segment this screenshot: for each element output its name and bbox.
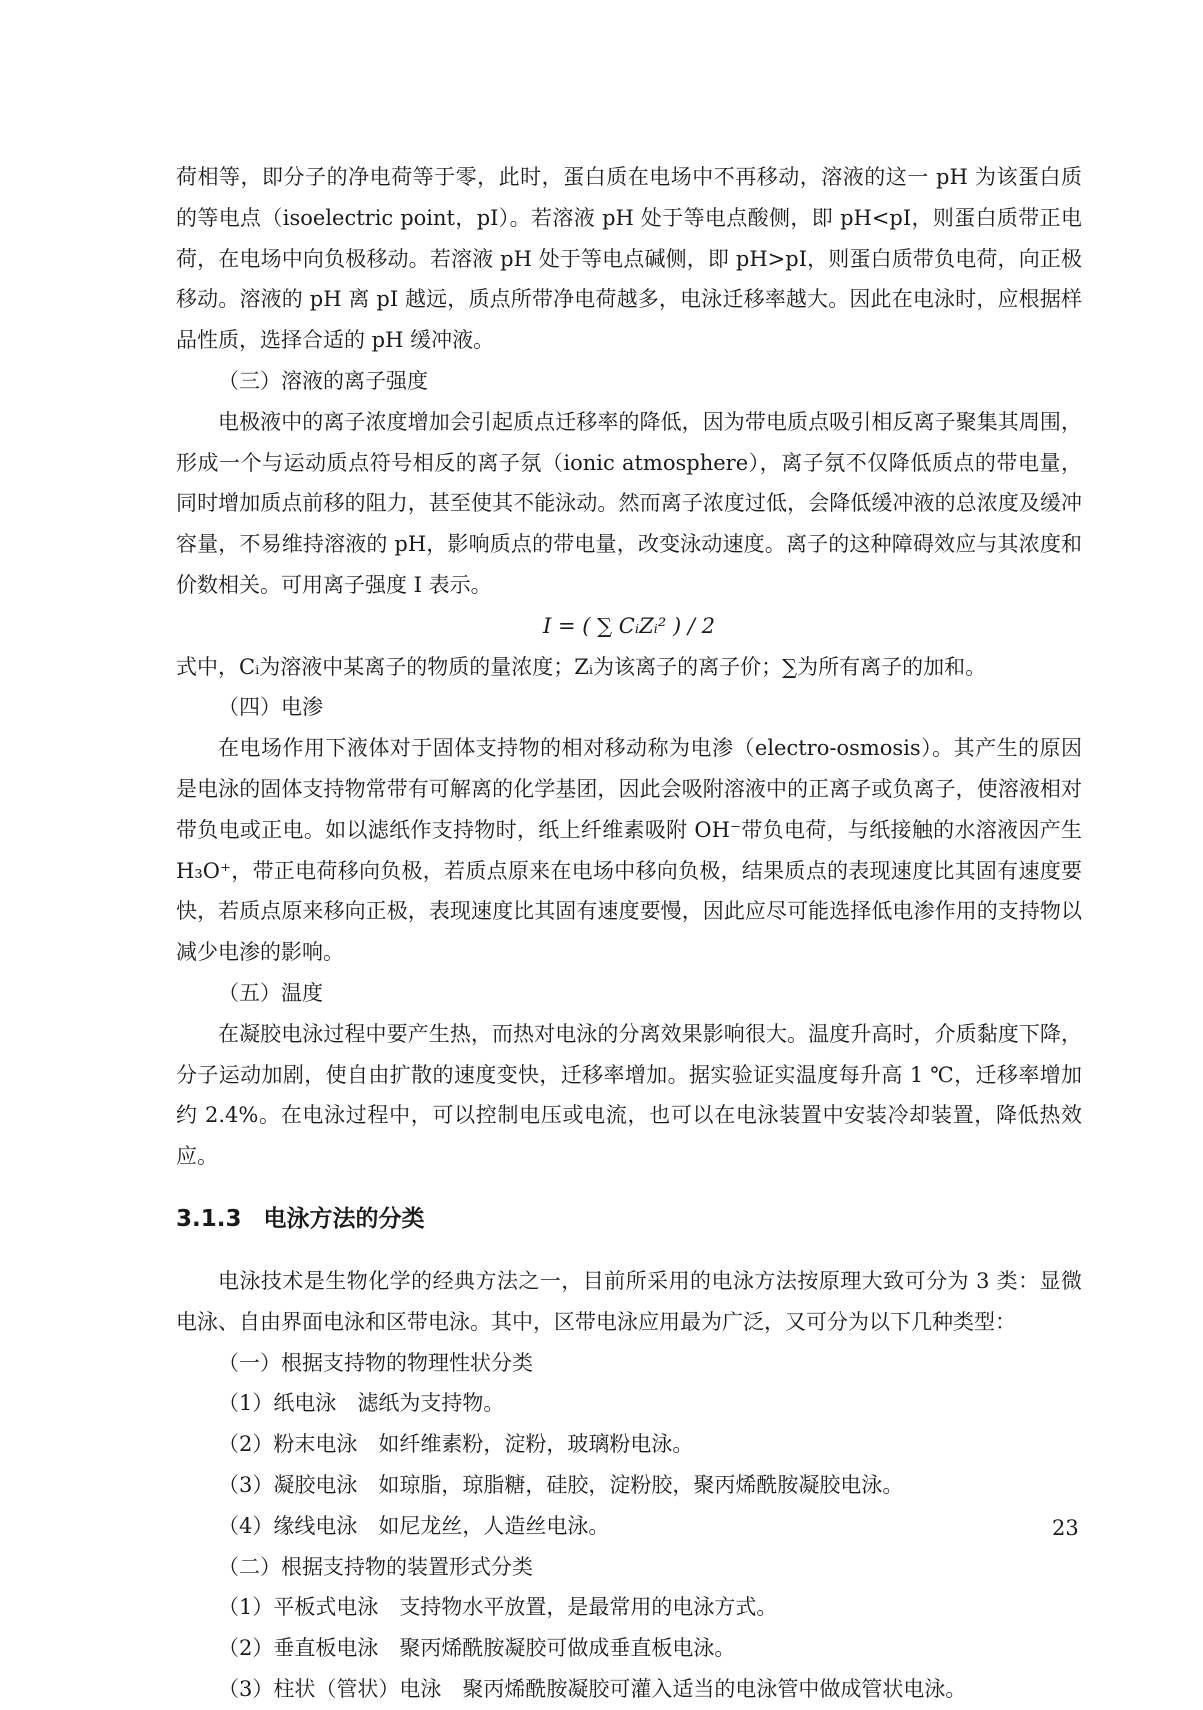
subheading-electroosmosis: （四）电渗 — [218, 695, 323, 720]
page-number: 23 — [1052, 1516, 1079, 1540]
list-item: （1）平板式电泳 支持物水平放置，是最常用的电泳方式。 — [218, 1595, 778, 1620]
formula-note: 式中，Cᵢ为溶液中某离子的物质的量浓度；Zᵢ为该离子的离子价；∑为所有离子的加和。 — [176, 654, 987, 679]
paragraph-isoelectric: 荷相等，即分子的净电荷等于零，此时，蛋白质在电场中不再移动，溶液的这一 pH 为该蛋白质的等电点（isoelectric point，pI）。若溶液 pH 处于等电点酸侧，即 pH<pI，则蛋白质带正电荷，在电场中向负极移动。若溶液 pH 处于等电点碱侧，即 pH>pI，则蛋白质带负电荷，向正极移动。溶液的 pH 离 pI 越远，质点所带净电荷越多，电泳迁移率越大。因此在电泳时，应根据样品性质，选择合适的 pH 缓冲液。 — [176, 165, 1082, 353]
list-item: （2）粉末电泳 如纤维素粉，淀粉，玻璃粉电泳。 — [218, 1432, 694, 1457]
paragraph-ionic-strength: 电极液中的离子浓度增加会引起质点迁移率的降低，因为带电质点吸引相反离子聚集其周围，形成一个与运动质点符号相反的离子氛（ionic atmosphere），离子氛不仅降低质点的带电量，同时增加质点前移的阻力，甚至使其不能泳动。然而离子浓度过低，会降低缓冲液的总浓度及缓冲容量，不易维持溶液的 pH，影响质点的带电量，改变泳动速度。离子的这种障碍效应与其浓度和价数相关。可用离子强度 I 表示。 — [176, 409, 1082, 597]
subheading-temperature: （五）温度 — [218, 980, 323, 1005]
formula-ionic-strength: I = ( ∑ CᵢZᵢ² ) / 2 — [543, 613, 715, 638]
subheading-ionic-strength: （三）溶液的离子强度 — [218, 368, 428, 393]
list-item: （3）凝胶电泳 如琼脂，琼脂糖，硅胶，淀粉胶，聚丙烯酰胺凝胶电泳。 — [218, 1472, 904, 1497]
paragraph-temperature: 在凝胶电泳过程中要产生热，而热对电泳的分离效果影响很大。温度升高时，介质黏度下降，分子运动加剧，使自由扩散的速度变快，迁移率增加。据实验证实温度每升高 1 ℃，迁移率增加约 2.4%。在电泳过程中，可以控制电压或电流，也可以在电泳装置中安装冷却装置，降低热效应。 — [176, 1021, 1082, 1169]
section-heading-313 — [176, 1199, 1082, 1239]
section-number: 3.1.3 — [176, 1205, 242, 1232]
section-title: 电泳方法的分类 — [263, 1205, 425, 1232]
subheading-device-form: （二）根据支持物的装置形式分类 — [218, 1554, 533, 1579]
list-item: （4）缘线电泳 如尼龙丝，人造丝电泳。 — [218, 1513, 610, 1538]
subheading-physical-form: （一）根据支持物的物理性状分类 — [218, 1350, 533, 1375]
body-text — [176, 157, 1082, 1710]
paragraph-electroosmosis: 在电场作用下液体对于固体支持物的相对移动称为电渗（electro-osmosis）。其产生的原因是电泳的固体支持物常带有可解离的化学基团，因此会吸附溶液中的正离子或负离子，使溶液相对带负电或正电。如以滤纸作支持物时，纸上纤维素吸附 OH⁻带负电荷，与纸接触的水溶液因产生 H₃O⁺，带正电荷移向负极，若质点原来在电场中移向负极，结果质点的表现速度比其固有速度要快，若质点原来移向正极，表现速度比其固有速度要慢，因此应尽可能选择低电渗作用的支持物以减少电渗的影响。 — [176, 736, 1082, 965]
list-item: （1）纸电泳 滤纸为支持物。 — [218, 1391, 505, 1416]
list-item: （3）柱状（管状）电泳 聚丙烯酰胺凝胶可灌入适当的电泳管中做成管状电泳。 — [218, 1676, 967, 1701]
list-item: （2）垂直板电泳 聚丙烯酰胺凝胶可做成垂直板电泳。 — [218, 1636, 736, 1661]
paragraph-classification-intro: 电泳技术是生物化学的经典方法之一，目前所采用的电泳方法按原理大致可分为 3 类：显微电泳、自由界面电泳和区带电泳。其中，区带电泳应用最为广泛，又可分为以下几种类型： — [176, 1268, 1082, 1334]
